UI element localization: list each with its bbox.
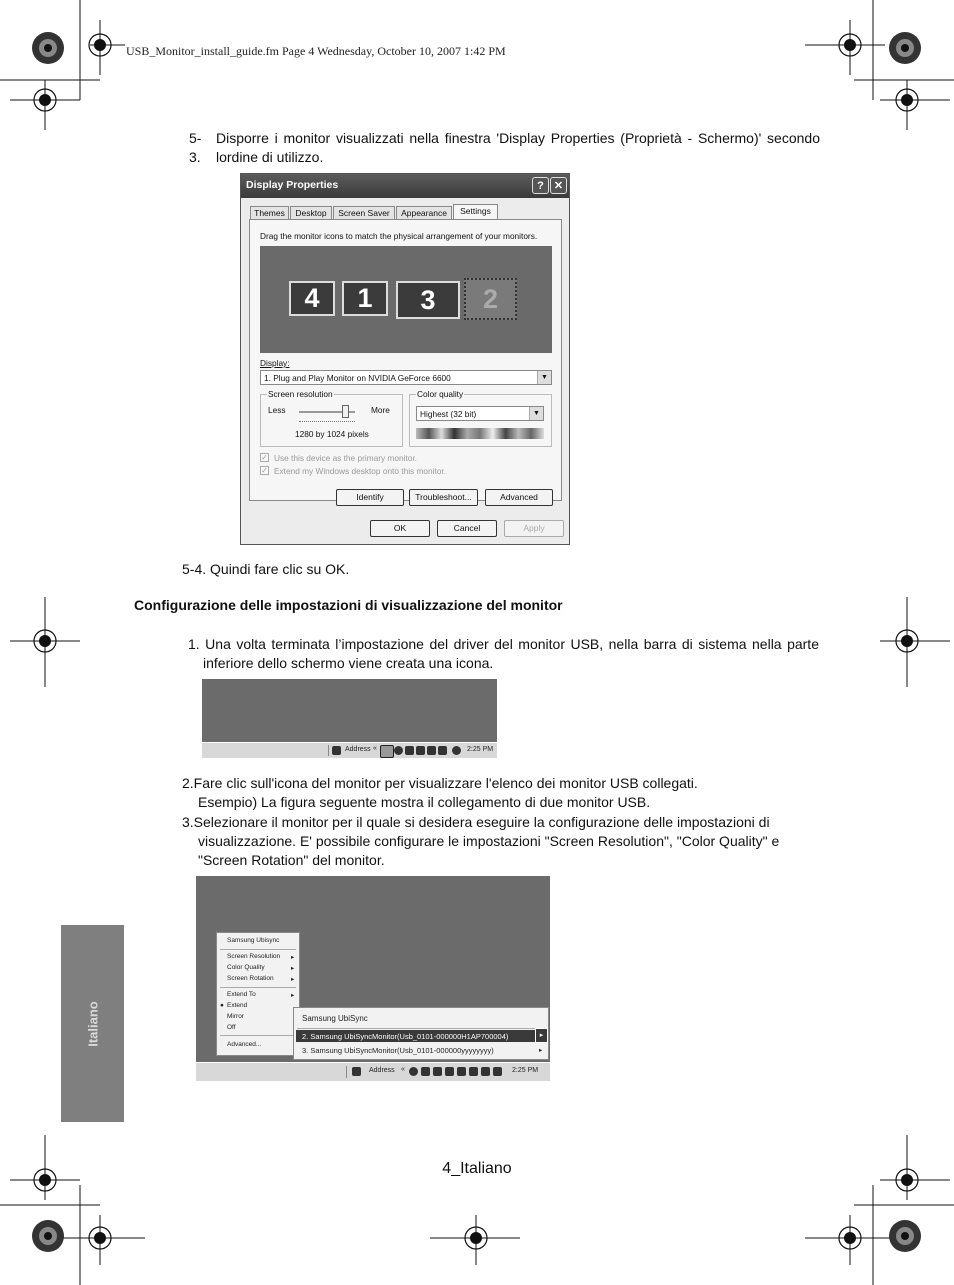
troubleshoot-button[interactable]: Troubleshoot...	[409, 489, 478, 506]
submenu-item-monitor-2[interactable]: 2. Samsung UbiSyncMonitor(Usb_0101-000000H1AP700004)	[302, 1032, 509, 1041]
taskbar-screenshot-1	[202, 679, 497, 758]
submenu-arrow-icon: ▸	[291, 965, 295, 972]
screen-resolution-label: Screen resolution	[268, 389, 333, 399]
dialog-title-bar	[241, 174, 569, 198]
color-quality-group	[409, 389, 552, 447]
display-select-value: 1. Plug and Play Monitor on NVIDIA GeForce 6600	[264, 373, 451, 383]
tray-icon	[416, 746, 425, 755]
step-2-line2: Esempio) La figura seguente mostra il collegamento di due monitor USB.	[198, 794, 651, 810]
submenu-arrow-icon: ▸	[291, 976, 295, 983]
menu-title: Samsung Ubisync	[227, 937, 280, 944]
tab-themes[interactable]: Themes	[250, 206, 289, 219]
submenu-title: Samsung UbiSync	[302, 1014, 368, 1023]
tray-icon	[452, 746, 461, 755]
help-button[interactable]: ?	[532, 177, 549, 194]
primary-checkbox-label: Use this device as the primary monitor.	[274, 453, 417, 463]
ubisync-submenu	[293, 1007, 549, 1060]
submenu-arrow-icon: ▸	[535, 1028, 548, 1043]
clock: 2:25 PM	[467, 746, 494, 753]
submenu-item-monitor-3[interactable]: 3. Samsung UbiSyncMonitor(Usb_0101-000000yyyyyyyy)	[302, 1046, 494, 1055]
tray-icon	[481, 1067, 490, 1076]
tray-icon	[493, 1067, 502, 1076]
apply-button[interactable]: Apply	[504, 520, 564, 537]
dialog-title: Display Properties	[246, 179, 339, 191]
step-2-line1: 2.Fare clic sull'icona del monitor per visualizzare l'elenco dei monitor USB collegati.	[182, 775, 698, 791]
menu-separator	[220, 949, 296, 950]
app-icon	[352, 1067, 361, 1076]
monitor-icon-1[interactable]: 1	[342, 281, 388, 316]
divider	[346, 1066, 347, 1078]
color-quality-value: Highest (32 bit)	[420, 409, 477, 419]
page-header: USB_Monitor_install_guide.fm Page 4 Wednesday, October 10, 2007 1:42 PM	[126, 44, 506, 58]
display-select[interactable]	[260, 370, 552, 385]
submenu-arrow-icon: ▸	[291, 954, 295, 961]
chevron-down-icon: ▼	[537, 371, 551, 384]
step-5-3	[189, 129, 820, 167]
tab-settings[interactable]: Settings	[453, 204, 498, 220]
advanced-button[interactable]: Advanced	[485, 489, 553, 506]
divider	[328, 745, 329, 756]
tray-icon	[445, 1067, 454, 1076]
side-tab-label: Italiano	[85, 1000, 100, 1047]
tray-icon	[394, 746, 403, 755]
radio-dot-icon: ●	[220, 1002, 224, 1009]
display-label: Display:	[260, 358, 290, 368]
chevron-down-icon: ▼	[529, 407, 543, 420]
tray-icon	[438, 746, 447, 755]
menu-item-off[interactable]: Off	[227, 1024, 236, 1031]
tray-icon	[405, 746, 414, 755]
screen-resolution-group	[260, 389, 403, 447]
menu-item-color-quality[interactable]: Color Quality	[227, 964, 265, 971]
tray-icon	[427, 746, 436, 755]
app-icon	[332, 746, 341, 755]
menu-item-screen-rotation[interactable]: Screen Rotation	[227, 975, 274, 982]
extend-checkbox[interactable]: ✓	[261, 466, 268, 475]
step-3: 3.Selezionare il monitor per il quale si desidera eseguire la configurazione delle impostazioni di visualizzazione. E' possibile configurare le impostazioni "Screen Resolution", "Color Quality" e "Screen Rotation" del monitor.	[182, 814, 780, 868]
more-label: More	[371, 405, 390, 415]
step-5-4: 5-4. Quindi fare clic su OK.	[182, 561, 350, 577]
monitor-icon-4[interactable]: 4	[289, 281, 335, 316]
page-footer: 4_Italiano	[442, 1160, 512, 1177]
monitor-instruction: Drag the monitor icons to match the physical arrangement of your monitors.	[260, 231, 538, 241]
chevron-left-icon[interactable]: «	[373, 745, 377, 752]
tray-icon	[469, 1067, 478, 1076]
submenu-arrow-icon: ▸	[291, 992, 295, 999]
taskbar-screenshot-2	[196, 876, 550, 1081]
tray-icon	[433, 1067, 442, 1076]
tray-icon	[409, 1067, 418, 1076]
resolution-value: 1280 by 1024 pixels	[295, 429, 369, 439]
menu-item-advanced[interactable]: Advanced...	[227, 1041, 262, 1048]
clock: 2:25 PM	[512, 1067, 539, 1074]
color-quality-label: Color quality	[417, 389, 464, 399]
step-5-3-number: 5-3.	[189, 130, 202, 165]
monitor-icon-3[interactable]: 3	[396, 281, 460, 319]
tab-screen-saver[interactable]: Screen Saver	[333, 206, 395, 219]
ubisync-context-menu	[216, 932, 300, 1056]
color-spectrum-bar	[416, 428, 544, 439]
address-label: Address	[369, 1067, 395, 1074]
ok-button[interactable]: OK	[370, 520, 430, 537]
step-1: 1. Una volta terminata l’impostazione del driver del monitor USB, nella barra di sistema nella parte inferiore dello schermo viene creata una icona.	[188, 636, 819, 671]
menu-separator	[297, 1028, 545, 1029]
menu-item-extend[interactable]: Extend	[227, 1002, 248, 1009]
section-heading: Configurazione delle impostazioni di visualizzazione del monitor	[134, 597, 563, 613]
step-5-3-text: Disporre i monitor visualizzati nella finestra 'Display Properties (Proprietà - Schermo)' secondo lordine di utilizzo.	[215, 130, 820, 165]
settings-panel	[249, 219, 562, 501]
less-label: Less	[268, 405, 286, 415]
address-label: Address	[345, 746, 371, 753]
extend-checkbox-label: Extend my Windows desktop onto this monitor.	[274, 466, 447, 476]
color-quality-select[interactable]	[416, 406, 544, 421]
usb-monitor-tray-icon[interactable]	[380, 745, 394, 758]
chevron-left-icon[interactable]: «	[401, 1066, 405, 1073]
primary-checkbox[interactable]: ✓	[261, 453, 268, 462]
close-button[interactable]: ✕	[550, 177, 567, 194]
cancel-button[interactable]: Cancel	[437, 520, 497, 537]
display-properties-dialog	[240, 173, 570, 545]
resolution-slider-handle[interactable]	[342, 405, 349, 418]
submenu-arrow-icon: ▸	[539, 1047, 543, 1054]
monitor-icon-2[interactable]: 2	[464, 278, 517, 320]
menu-item-screen-resolution[interactable]: Screen Resolution	[227, 953, 281, 960]
taskbar	[196, 1062, 550, 1081]
menu-item-mirror[interactable]: Mirror	[227, 1013, 244, 1020]
taskbar	[202, 742, 497, 758]
monitor-arrangement-area[interactable]	[260, 246, 552, 353]
tab-appearance[interactable]: Appearance	[396, 206, 452, 219]
usb-monitor-tray-icon[interactable]	[421, 1067, 430, 1076]
menu-separator	[220, 987, 296, 988]
slider-ticks	[299, 421, 355, 423]
tab-desktop[interactable]: Desktop	[290, 206, 332, 219]
identify-button[interactable]: Identify	[336, 489, 404, 506]
menu-separator	[220, 1035, 296, 1036]
tray-icon	[457, 1067, 466, 1076]
menu-item-extend-to[interactable]: Extend To	[227, 991, 256, 998]
language-side-tab	[61, 925, 124, 1122]
